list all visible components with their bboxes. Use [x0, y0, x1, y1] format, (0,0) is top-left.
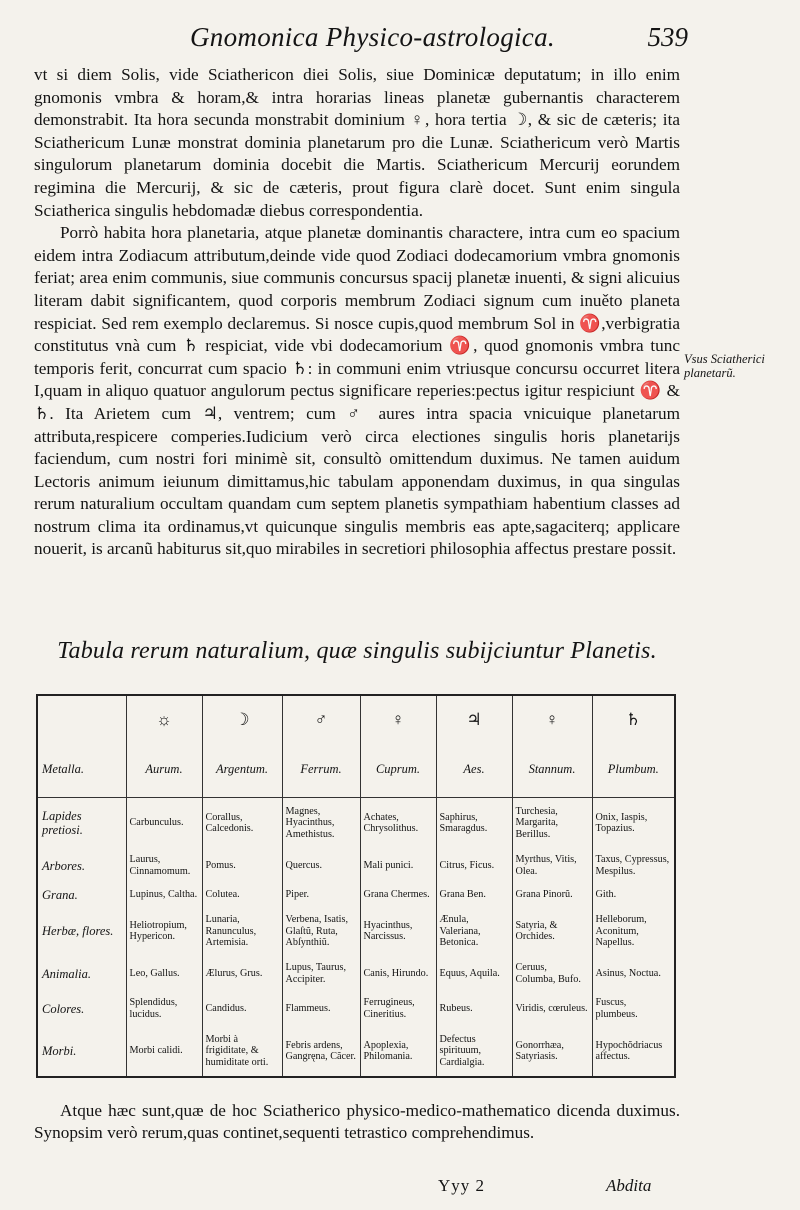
table-cell: Achates, Chrysolithus. — [360, 798, 436, 848]
venus-symbol-icon: ♀ — [360, 696, 436, 743]
table-cell: Rubeus. — [436, 991, 512, 1026]
column-header: Stannum. — [512, 743, 592, 798]
table-cell: Ænula, Valeriana, Betonica. — [436, 906, 512, 956]
row-label: Lapides pretiosi. — [42, 809, 83, 838]
row-label: Herbæ, flores. — [42, 924, 114, 939]
sun-symbol-icon: ☼ — [126, 696, 202, 743]
row-label: Colores. — [42, 1001, 85, 1016]
table-body — [38, 798, 674, 1076]
table-cell: Fuscus, plumbeus. — [592, 991, 674, 1026]
table-cell: Satyria, & Orchides. — [512, 906, 592, 956]
page-number: 539 — [647, 22, 688, 52]
table-row — [38, 798, 674, 848]
mars-symbol-icon: ♂ — [282, 696, 360, 743]
table-cell: Leo, Gallus. — [126, 956, 202, 991]
table-cell: Morbi à frigiditate, & humiditate orti. — [202, 1026, 282, 1076]
table-cell: Colutea. — [202, 883, 282, 906]
table-cell: Verbena, Isatis, Glaſtũ, Ruta, Abſynthiũ. — [282, 906, 360, 956]
table-cell: Ferrugineus, Cineritius. — [360, 991, 436, 1026]
table-cell: Gith. — [592, 883, 674, 906]
table-row — [38, 883, 674, 906]
table-cell: Helleborum, Aconitum, Napellus. — [592, 906, 674, 956]
column-header: Ferrum. — [282, 743, 360, 798]
column-header: Argentum. — [202, 743, 282, 798]
body-text — [34, 64, 680, 561]
paragraph: vt si diem Solis, vide Sciathericon diei Solis, siue Dominicæ deputatum; in illo enim gnomonis vmbra & horam,& intra horarias lineas planetæ gubernantis characterem demonstrabit. Ita hora secunda monstrabit dominium ♀, hora tertia ☽, & sic de cæteris; ita Sciathericum Lunæ monstrat dominia planetarum pro die Lunæ. Sciathericum verò Martis singulorum planetarum dominia docebit die Martis. Sciathericum Mercurij eorundem regimina die Mercurij, & sic de cæteris, prout figura clarè docet. Sunt enim singula Sciatherica singulis hebdomadæ diebus correspondentia. — [34, 65, 680, 220]
closing-text — [34, 1100, 680, 1144]
saturn-symbol-icon: ♄ — [592, 696, 674, 743]
column-header: Cuprum. — [360, 743, 436, 798]
table-cell: Carbunculus. — [126, 798, 202, 848]
column-header: Aurum. — [126, 743, 202, 798]
table-cell: Piper. — [282, 883, 360, 906]
running-head — [150, 22, 688, 54]
planet-symbol-icon: ♀ — [512, 696, 592, 743]
planet-symbol-row — [38, 696, 674, 743]
table-cell: Grana Pinorũ. — [512, 883, 592, 906]
moon-symbol-icon: ☽ — [202, 696, 282, 743]
table-cell: Corallus, Calcedonis. — [202, 798, 282, 848]
table-cell: Grana Ben. — [436, 883, 512, 906]
table-cell: Defectus spirituum, Cardialgia. — [436, 1026, 512, 1076]
table-cell: Hyacinthus, Narcissus. — [360, 906, 436, 956]
table-cell: Gonorrhæa, Satyriasis. — [512, 1026, 592, 1076]
table-cell: Magnes, Hyacinthus, Amethistus. — [282, 798, 360, 848]
table-cell: Flammeus. — [282, 991, 360, 1026]
column-header: Metalla. — [38, 743, 126, 798]
table-cell: Grana Chermes. — [360, 883, 436, 906]
table-cell: Hypochŏdriacus affectus. — [592, 1026, 674, 1076]
row-label: Grana. — [42, 887, 78, 902]
row-label: Animalia. — [42, 966, 91, 981]
table-cell: Canis, Hirundo. — [360, 956, 436, 991]
table-row — [38, 906, 674, 956]
table-title: Tabula rerum naturalium, quæ singulis subijciuntur Planetis. — [57, 638, 657, 664]
table-cell: Turchesia, Margarita, Berillus. — [512, 798, 592, 848]
table-cell: Equus, Aquila. — [436, 956, 512, 991]
row-label: Morbi. — [42, 1044, 77, 1059]
table-cell: Heliotropium, Hypericon. — [126, 906, 202, 956]
table-row — [38, 956, 674, 991]
table-row — [38, 991, 674, 1026]
table-cell: Ælurus, Grus. — [202, 956, 282, 991]
table-cell: Quercus. — [282, 848, 360, 883]
running-title: Gnomonica Physico-astrologica. — [190, 22, 555, 52]
table-cell: Morbi calidi. — [126, 1026, 202, 1076]
table-cell: Laurus, Cinnamomum. — [126, 848, 202, 883]
table-cell: Lupus, Taurus, Accipiter. — [282, 956, 360, 991]
table-cell: Saphirus, Smaragdus. — [436, 798, 512, 848]
closing-paragraph: Atque hæc sunt,quæ de hoc Sciatherico physico-medico-mathematico dicenda duximus. Synopsim verò rerum,quas continet,sequenti tetrastico comprehendimus. — [34, 1101, 680, 1142]
table-cell: Mali punici. — [360, 848, 436, 883]
jupiter-symbol-icon: ♃ — [436, 696, 512, 743]
table-cell: Ceruus, Columba, Bufo. — [512, 956, 592, 991]
catchword: Abdita — [606, 1176, 652, 1195]
table-cell: Viridis, cœruleus. — [512, 991, 592, 1026]
table-cell: Citrus, Ficus. — [436, 848, 512, 883]
table-row — [38, 848, 674, 883]
table-cell: Taxus, Cypressus, Mespilus. — [592, 848, 674, 883]
table-cell: Asinus, Noctua. — [592, 956, 674, 991]
symbol-cell — [38, 696, 126, 743]
table-cell: Febris ardens, Gangręna, Cãcer. — [282, 1026, 360, 1076]
table-cell: Onix, Iaspis, Topazius. — [592, 798, 674, 848]
column-header: Plumbum. — [592, 743, 674, 798]
table-header-row — [38, 743, 674, 798]
table-cell: Myrthus, Vitis, Olea. — [512, 848, 592, 883]
signature-mark: Yyy 2 — [438, 1176, 486, 1195]
margin-note: Vsus Sciatherici planetarũ. — [684, 352, 765, 380]
table-cell: Candidus. — [202, 991, 282, 1026]
paragraph: Porrò habita hora planetaria, atque planetæ dominantis charactere, intra cum eo spacium eidem intra Zodiacum attributum,deinde vide quod Zodiaci dodecamorium vmbra gnomonis feriat; area enim communis, siue communis concursus spacij planetæ inuenti, & signi alicuius literam dabit significantem, quod corporis membrum Zodiaci signum cum inuěto planeta respiciat. Sed rem exemplo declaremus. Si nosce cupis,quod membrum Sol in ♈,verbigratia constitutus vnà cum ♄ respiciat, vide vbi dodecamorium ♈, quod gnomonis vmbra tunc temporis ferit, concurrat cum spacio ♄: in communi enim vtriusque concursu occurret litera I,quam in aliquo quatuor angulorum pectus significare reperies:pectus igitur respiciunt ♈ & ♄. Ita Arietem cum ♃, ventrem; cum ♂ aures intra spacia vnicuique planetarum attributa,respicere comperies.Iudicium verò circa electiones singulis horis planetarijs faciendum, cum nostri fori minimè sit, consultò omittendum duximus. Ne tamen auidum Lectoris animum ieiunum dimittamus,hic tabulam apponendam duximus, in qua singulas rerum naturalium occultam quandam cum septem planetis sympathiam habentium classes ad nostrum clima ita ordinamus,vt quicunque singulis membris eas apte,sagaciterq; applicare nouerit, is arcanũ habiturus sit,quo mirabiles in secretiori philosophia affectus prestare possit. — [34, 223, 680, 559]
natural-things-table — [36, 694, 676, 1078]
table-cell: Lunaria, Ranunculus, Artemisia. — [202, 906, 282, 956]
table-cell: Lupinus, Caltha. — [126, 883, 202, 906]
row-label: Arbores. — [42, 858, 85, 873]
table-cell: Apoplexia, Philomania. — [360, 1026, 436, 1076]
table-cell: Splendidus, lucidus. — [126, 991, 202, 1026]
table-cell: Pomus. — [202, 848, 282, 883]
column-header: Aes. — [436, 743, 512, 798]
table-row — [38, 1026, 674, 1076]
